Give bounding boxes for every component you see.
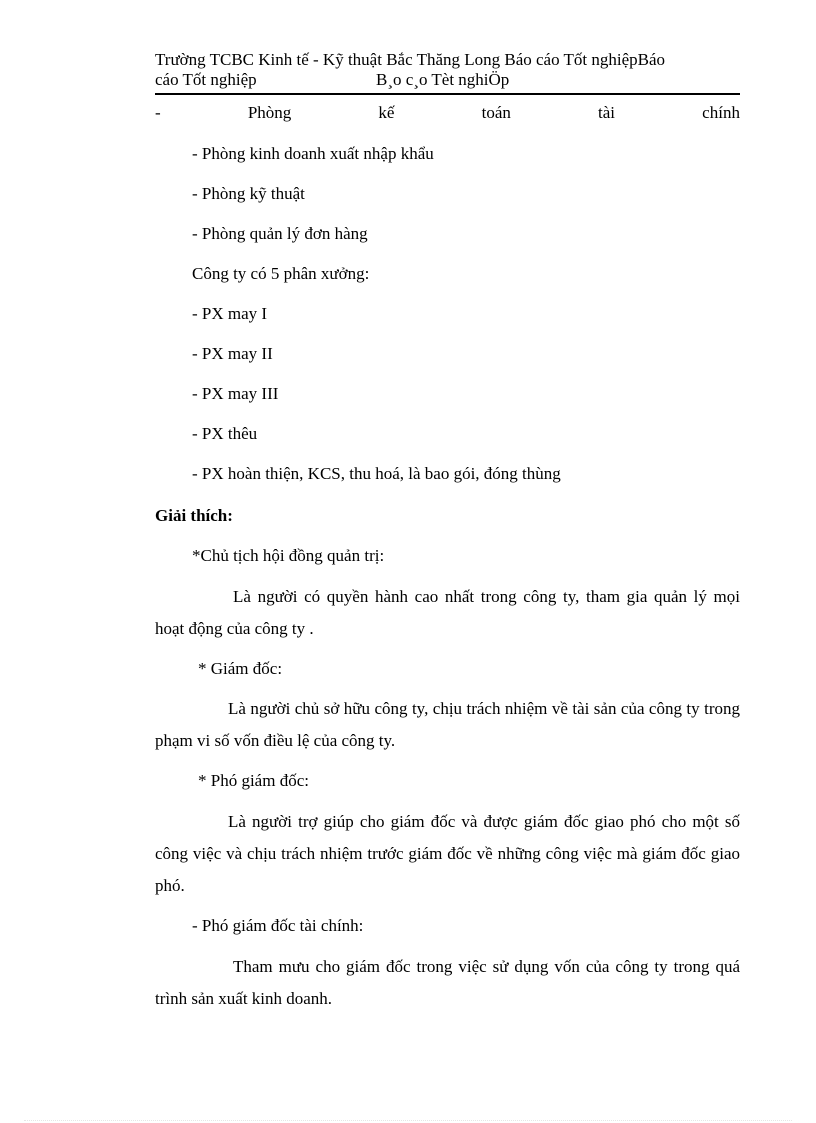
deputy-heading: * Phó giám đốc: <box>198 771 309 790</box>
page-header <box>155 50 740 90</box>
dept-item: - Phòng kinh doanh xuất nhập khẩu <box>192 144 434 163</box>
workshop-item: - PX may I <box>192 304 268 323</box>
dept-line-finance <box>155 103 740 123</box>
dept-line-word: chính <box>702 103 740 122</box>
dept-item: - Phòng quản lý đơn hàng <box>192 224 368 243</box>
header-line-2 <box>155 70 740 90</box>
chairman-heading: *Chủ tịch hội đồng quản trị: <box>192 546 385 565</box>
workshop-item: - PX thêu <box>192 424 258 443</box>
dept-line-word: - <box>155 103 161 122</box>
chairman-text: Là người có quyền hành cao nhất trong công ty, tham gia quản lý mọi hoạt động của công ty . <box>155 587 740 638</box>
finance-heading: - Phó giám đốc tài chính: <box>192 916 364 935</box>
header-line-2-right: B¸o c¸o Tèt nghiÖp <box>376 70 510 89</box>
explain-heading: Giải thích: <box>155 506 233 525</box>
workshop-item: - PX may III <box>192 384 279 403</box>
finance-text: Tham mưu cho giám đốc trong việc sử dụng vốn của công ty trong quá trình sản xuất kinh doanh. <box>155 957 740 1008</box>
dept-item: - Phòng kỹ thuật <box>192 184 305 203</box>
workshop-item: - PX hoàn thiện, KCS, thu hoá, là bao gói, đóng thùng <box>192 464 561 483</box>
dept-line-word: toán <box>481 103 511 122</box>
header-line-1: Trường TCBC Kinh tế - Kỹ thuật Bắc Thăng Long Báo cáo Tốt nghiệpBáo <box>155 50 666 69</box>
workshop-item: - PX may II <box>192 344 273 363</box>
header-rule <box>155 93 740 95</box>
dept-line-word: kế <box>378 103 395 122</box>
director-heading: * Giám đốc: <box>198 659 283 678</box>
page-bottom-border <box>24 1120 792 1121</box>
dept-line-word: tài <box>598 103 616 122</box>
header-line-2-left: cáo Tốt nghiệp <box>155 70 257 89</box>
director-text: Là người chủ sở hữu công ty, chịu trách nhiệm về tài sản của công ty trong phạm vi số vốn điều lệ của công ty. <box>155 699 740 750</box>
dept-line-word: Phòng <box>247 103 292 122</box>
workshop-intro: Công ty có 5 phân xưởng: <box>192 264 370 283</box>
deputy-text: Là người trợ giúp cho giám đốc và được giám đốc giao phó cho một số công việc và chịu trách nhiệm trước giám đốc về những công việc mà giám đốc giao phó. <box>155 812 740 895</box>
